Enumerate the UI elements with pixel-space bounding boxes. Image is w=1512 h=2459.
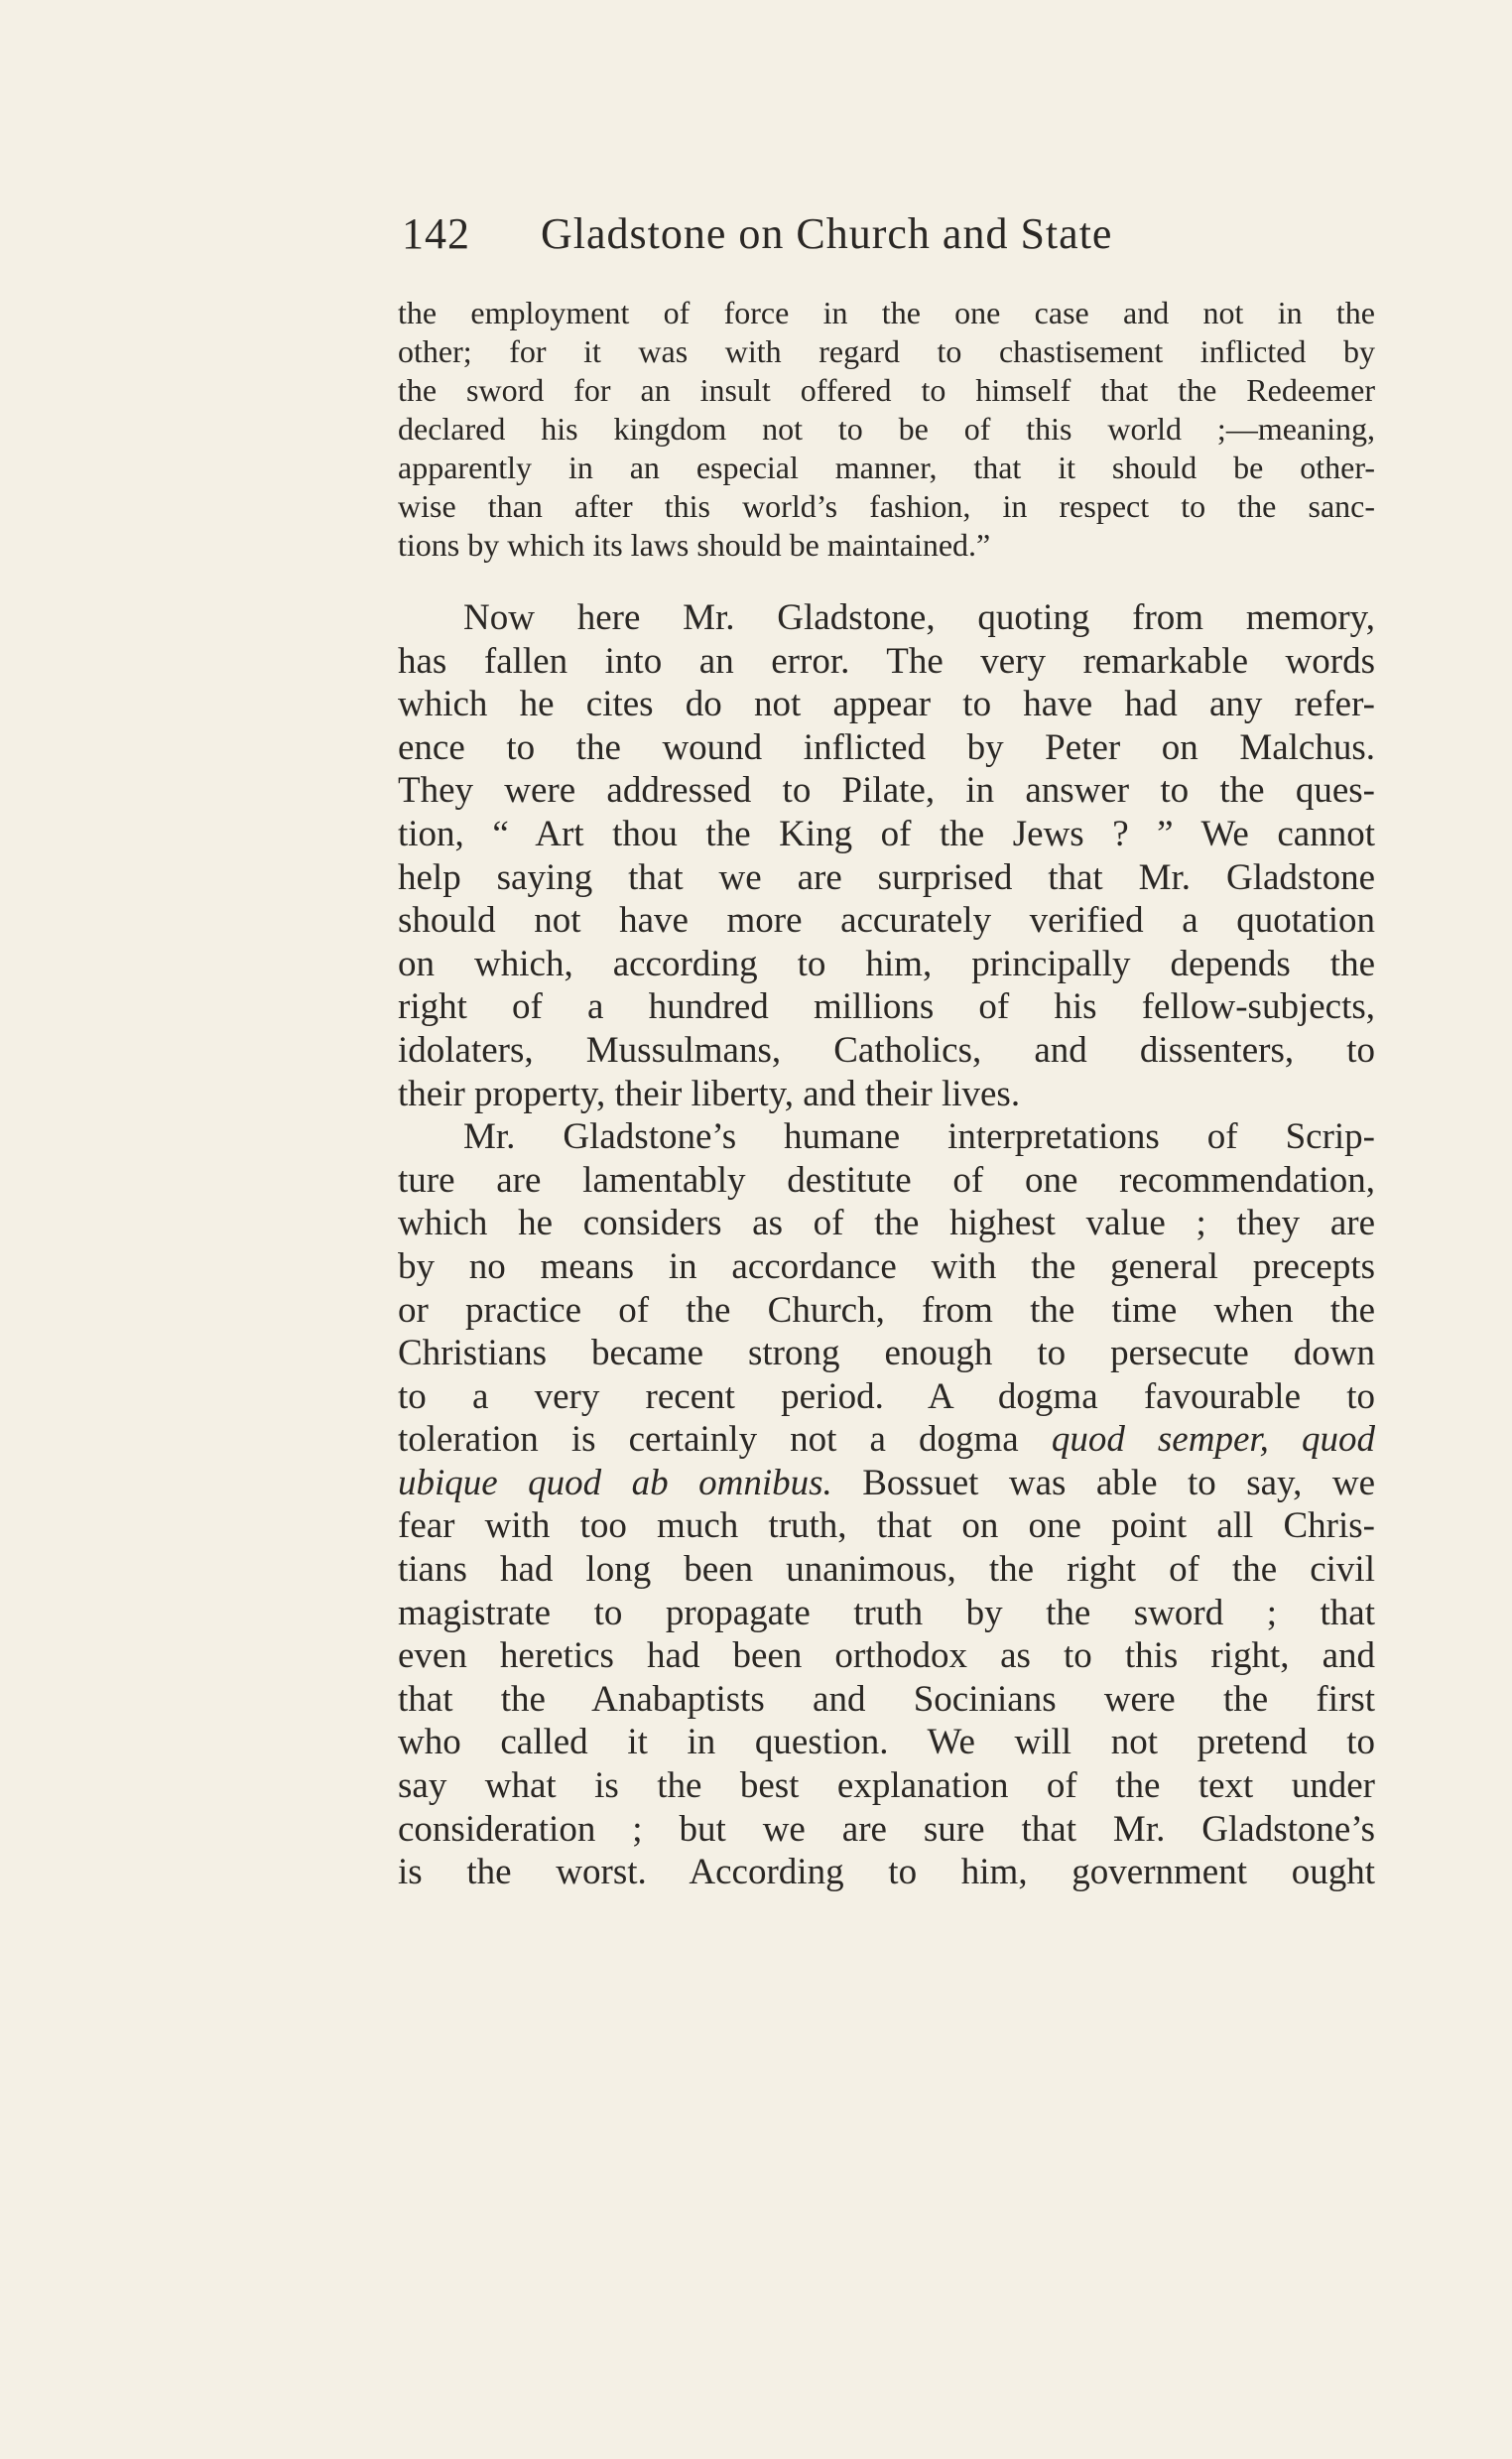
paragraph-line: idolaters, Mussulmans, Catholics, and dissenters, to: [398, 1029, 1375, 1071]
paragraph-line: Mr. Gladstone’s humane interpretations of Scrip-: [463, 1116, 1375, 1158]
paragraph-line: to a very recent period. A dogma favourable to: [398, 1375, 1375, 1417]
paragraph-line-latin: [398, 1418, 1375, 1462]
paragraph-line: right of a hundred millions of his fellow-subjects,: [398, 986, 1375, 1028]
paragraph-1: [398, 596, 1375, 1115]
paragraph-line: has fallen into an error. The very remarkable words: [398, 640, 1375, 682]
block-quote: [398, 294, 1375, 565]
paragraph-line: fear with too much truth, that on one point all Chris-: [398, 1505, 1375, 1547]
quote-line: declared his kingdom not to be of this world ;—meaning,: [398, 411, 1375, 447]
paragraph-line: say what is the best explanation of the text under: [398, 1765, 1375, 1807]
paragraph-line: ence to the wound inflicted by Peter on Malchus.: [398, 726, 1375, 768]
latin-phrase: quod semper, quod: [1051, 1419, 1375, 1461]
plain-text: toleration is certainly not a dogma: [398, 1419, 1052, 1461]
page-number: 142: [402, 209, 470, 258]
paragraph-line: Christians became strong enough to persecute down: [398, 1333, 1375, 1374]
quote-line: tions by which its laws should be maintained.”: [398, 527, 991, 563]
paragraph-line: or practice of the Church, from the time when the: [398, 1289, 1375, 1331]
paragraph-line: They were addressed to Pilate, in answer to the ques-: [398, 770, 1375, 812]
quote-line: other; for it was with regard to chastisement inflicted by: [398, 333, 1375, 369]
paragraph-line: tians had long been unanimous, the right of the civil: [398, 1549, 1375, 1591]
paragraph-line: by no means in accordance with the general precepts: [398, 1245, 1375, 1287]
paragraph-line: that the Anabaptists and Socinians were the first: [398, 1678, 1375, 1720]
paragraph-line: which he considers as of the highest value ; they are: [398, 1203, 1375, 1244]
quote-line: the sword for an insult offered to himself that the Redeemer: [398, 372, 1375, 408]
paragraph-line: is the worst. According to him, government ought: [398, 1852, 1375, 1893]
running-head: [402, 208, 1245, 268]
paragraph-line: on which, according to him, principally depends the: [398, 943, 1375, 984]
paragraph-line: help saying that we are surprised that Mr. Gladstone: [398, 856, 1375, 898]
paragraph-line: even heretics had been orthodox as to this right, and: [398, 1635, 1375, 1677]
paragraph-line: consideration ; but we are sure that Mr. Gladstone’s: [398, 1808, 1375, 1850]
paragraph-line: magistrate to propagate truth by the sword ; that: [398, 1592, 1375, 1633]
paragraph-line: ture are lamentably destitute of one recommendation,: [398, 1159, 1375, 1201]
latin-phrase: ubique quod ab omnibus.: [398, 1462, 832, 1503]
paragraph-line: Now here Mr. Gladstone, quoting from memory,: [463, 597, 1375, 638]
paragraph-line-latin: [398, 1462, 1375, 1505]
paragraph-line: who called it in question. We will not pretend to: [398, 1722, 1375, 1763]
paragraph-line: tion, “ Art thou the King of the Jews ? ” We cannot: [398, 813, 1375, 854]
paragraph-line: their property, their liberty, and their lives.: [398, 1073, 1021, 1114]
running-title: Gladstone on Church and State: [541, 209, 1113, 258]
quote-line: the employment of force in the one case and not in the: [398, 295, 1375, 330]
plain-text: Bossuet was able to say, we: [831, 1462, 1375, 1503]
text-block: [398, 294, 1375, 1894]
quote-line: apparently in an especial manner, that it should be other-: [398, 450, 1375, 485]
paragraph-line: which he cites do not appear to have had any refer-: [398, 684, 1375, 725]
paragraph-line: should not have more accurately verified a quotation: [398, 900, 1375, 942]
quote-line: wise than after this world’s fashion, in respect to the sanc-: [398, 488, 1375, 524]
paragraph-2: [398, 1115, 1375, 1894]
